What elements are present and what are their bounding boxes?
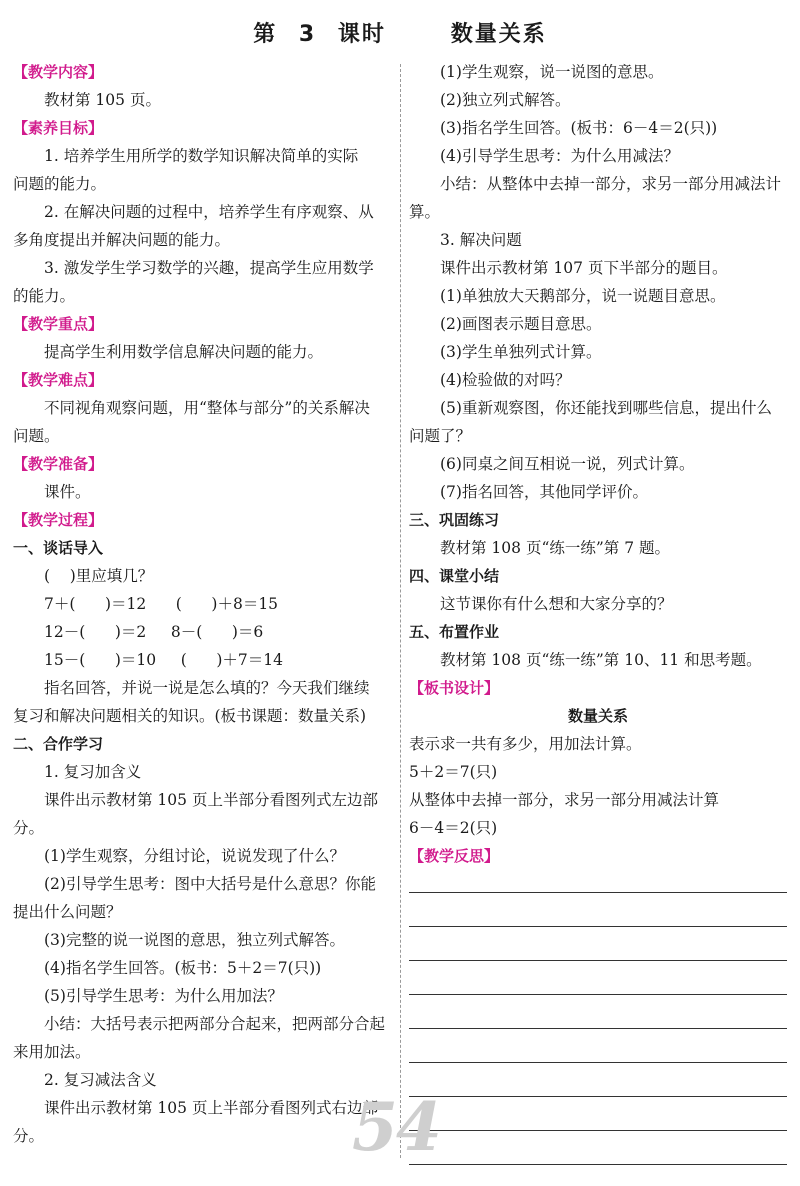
text-line: 复习和解决问题相关的知识。(板书课题：数量关系) <box>13 707 367 725</box>
paragraph-line: 指名回答，并说一说是怎么填的？今天我们继续 <box>44 679 370 697</box>
paragraph-line: (6)同桌之间互相说一说，列式计算。 <box>440 455 695 473</box>
paragraph-line: (4)指名学生回答。(板书：5＋2＝7(只)) <box>44 959 322 977</box>
paragraph-line: 1. 培养学生用所学的数学知识解决简单的实际 <box>44 147 359 165</box>
right-column <box>409 58 787 1165</box>
left-column <box>13 58 391 1150</box>
paragraph-line: 小结：大括号表示把两部分合起来，把两部分合起 <box>44 1015 386 1033</box>
paragraph-line: 教材第 105 页。 <box>44 91 161 109</box>
text-line: 分。 <box>13 1127 45 1145</box>
text-line: 5＋2＝7(只) <box>409 763 498 781</box>
text-line: 来用加法。 <box>13 1043 91 1061</box>
paragraph-line: 2. 在解决问题的过程中，培养学生有序观察、从 <box>44 203 374 221</box>
paragraph-line: (2)画图表示题目意思。 <box>440 315 602 333</box>
paragraph-line: (4)检验做的对吗？ <box>440 371 571 389</box>
section-label: 【素养目标】 <box>13 119 104 137</box>
paragraph-line: 3. 解决问题 <box>440 231 522 249</box>
column-divider <box>400 64 401 1158</box>
section-label: 【教学过程】 <box>13 511 104 529</box>
paragraph-line: (1)学生观察，分组讨论，说说发现了什么？ <box>44 847 345 865</box>
paragraph-line: 12－( )＝2 8－( )＝6 <box>44 623 264 641</box>
paragraph-line: (2)独立列式解答。 <box>440 91 571 109</box>
section-label: 【教学反思】 <box>409 847 500 865</box>
section-label: 【教学重点】 <box>13 315 104 333</box>
section-label: 【教学准备】 <box>13 455 104 473</box>
paragraph-line: 3. 激发学生学习数学的兴趣，提高学生应用数学 <box>44 259 374 277</box>
section-heading: 一、谈话导入 <box>13 539 104 557</box>
reflection-writing-line <box>409 926 787 927</box>
reflection-writing-line <box>409 1130 787 1131</box>
text-line: 多角度提出并解决问题的能力。 <box>13 231 231 249</box>
paragraph-line: 7＋( )＝12 ( )＋8＝15 <box>44 595 279 613</box>
paragraph-line: ( )里应填几？ <box>44 567 154 585</box>
paragraph-line: 15－( )＝10 ( )＋7＝14 <box>44 651 283 669</box>
section-label: 【教学难点】 <box>13 371 104 389</box>
reflection-writing-line <box>409 892 787 893</box>
paragraph-line: 这节课你有什么想和大家分享的？ <box>440 595 673 613</box>
text-line: 从整体中去掉一部分，求另一部分用减法计算 <box>409 791 720 809</box>
reflection-writing-line <box>409 1062 787 1063</box>
paragraph-line: (2)引导学生思考：图中大括号是什么意思？你能 <box>44 875 376 893</box>
board-design-title: 数量关系 <box>567 707 628 725</box>
paragraph-line: 课件出示教材第 105 页上半部分看图列式左边部 <box>44 791 378 809</box>
text-line: 问题的能力。 <box>13 175 107 193</box>
page-number: 54 <box>352 1088 440 1166</box>
section-heading: 三、巩固练习 <box>409 511 500 529</box>
paragraph-line: 不同视角观察问题，用“整体与部分”的关系解决 <box>44 399 370 417</box>
paragraph-line: (3)指名学生回答。(板书：6－4＝2(只)) <box>440 119 718 137</box>
section-label: 【板书设计】 <box>409 679 500 697</box>
paragraph-line: 教材第 108 页“练一练”第 10、11 和思考题。 <box>440 651 762 669</box>
paragraph-line: (1)学生观察，说一说图的意思。 <box>440 63 664 81</box>
section-heading: 四、课堂小结 <box>409 567 500 585</box>
section-heading: 二、合作学习 <box>13 735 104 753</box>
paragraph-line: 课件。 <box>44 483 91 501</box>
text-line: 提出什么问题？ <box>13 903 122 921</box>
reflection-writing-line <box>409 960 787 961</box>
reflection-writing-line <box>409 1164 787 1165</box>
text-line: 的能力。 <box>13 287 76 305</box>
reflection-writing-line <box>409 1096 787 1097</box>
text-line: 6－4＝2(只) <box>409 819 498 837</box>
paragraph-line: 小结：从整体中去掉一部分，求另一部分用减法计 <box>440 175 782 193</box>
section-heading: 五、布置作业 <box>409 623 500 641</box>
paragraph-line: (1)单独放大天鹅部分，说一说题目意思。 <box>440 287 726 305</box>
paragraph-line: 2. 复习减法含义 <box>44 1071 157 1089</box>
text-line: 表示求一共有多少，用加法计算。 <box>409 735 642 753</box>
text-line: 分。 <box>13 819 45 837</box>
paragraph-line: (3)完整的说一说图的意思，独立列式解答。 <box>44 931 345 949</box>
text-line: 问题。 <box>13 427 60 445</box>
paragraph-line: 课件出示教材第 107 页下半部分的题目。 <box>440 259 728 277</box>
reflection-writing-line <box>409 994 787 995</box>
text-line: 问题了？ <box>409 427 472 445</box>
paragraph-line: 1. 复习加含义 <box>44 763 142 781</box>
paragraph-line: 提高学生利用数学信息解决问题的能力。 <box>44 343 324 361</box>
paragraph-line: (4)引导学生思考：为什么用减法？ <box>440 147 679 165</box>
reflection-writing-line <box>409 1028 787 1029</box>
paragraph-line: (5)重新观察图，你还能找到哪些信息，提出什么 <box>440 399 772 417</box>
paragraph-line: 教材第 108 页“练一练”第 7 题。 <box>440 539 671 557</box>
section-label: 【教学内容】 <box>13 63 104 81</box>
text-line: 算。 <box>409 203 441 221</box>
paragraph-line: 课件出示教材第 105 页上半部分看图列式右边部 <box>44 1099 378 1117</box>
paragraph-line: (3)学生单独列式计算。 <box>440 343 602 361</box>
paragraph-line: (7)指名回答，其他同学评价。 <box>440 483 648 501</box>
paragraph-line: (5)引导学生思考：为什么用加法？ <box>44 987 283 1005</box>
lesson-title: 第 3 课时 数量关系 <box>253 22 547 47</box>
